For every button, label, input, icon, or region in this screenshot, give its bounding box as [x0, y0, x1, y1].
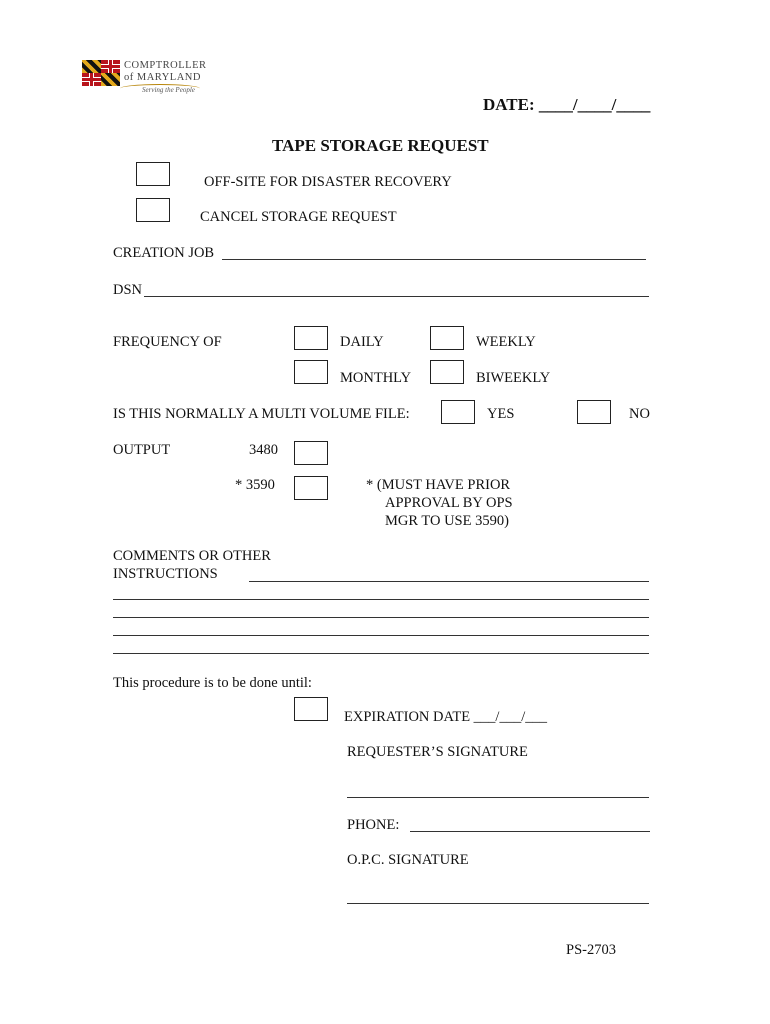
daily-checkbox[interactable]	[294, 326, 328, 350]
multi-volume-yes-checkbox[interactable]	[441, 400, 475, 424]
comments-line-5[interactable]	[113, 653, 649, 654]
approval-note-line3: MGR TO USE 3590)	[385, 513, 509, 529]
multi-volume-no-checkbox[interactable]	[577, 400, 611, 424]
output-3590-checkbox[interactable]	[294, 476, 328, 500]
approval-note-line1: * (MUST HAVE PRIOR	[366, 477, 511, 493]
offsite-label: OFF-SITE FOR DISASTER RECOVERY	[204, 174, 452, 190]
phone-field[interactable]	[410, 831, 650, 832]
requester-signature-line[interactable]	[347, 797, 649, 798]
form-title: TAPE STORAGE REQUEST	[272, 136, 489, 155]
dsn-label: DSN	[113, 282, 143, 298]
opc-signature-line[interactable]	[347, 903, 649, 904]
expiration-checkbox[interactable]	[294, 697, 328, 721]
output-3480-checkbox[interactable]	[294, 441, 328, 465]
maryland-flag-icon	[82, 60, 120, 86]
output-3480-label: 3480	[249, 442, 278, 458]
approval-note-line2: APPROVAL BY OPS	[385, 495, 513, 511]
yes-label: YES	[487, 406, 515, 422]
no-label: NO	[629, 406, 650, 422]
multi-volume-label: IS THIS NORMALLY A MULTI VOLUME FILE:	[113, 406, 410, 422]
comptroller-logo	[82, 58, 212, 100]
biweekly-label: BIWEEKLY	[476, 370, 551, 386]
creation-job-label: CREATION JOB	[113, 245, 215, 261]
cancel-checkbox[interactable]	[136, 198, 170, 222]
expiration-date-field[interactable]: EXPIRATION DATE ___/___/___	[344, 709, 547, 725]
dsn-field[interactable]	[144, 296, 649, 297]
comments-line-2[interactable]	[113, 599, 649, 600]
output-3590-label: * 3590	[235, 477, 275, 493]
form-number: PS-2703	[566, 942, 616, 958]
weekly-label: WEEKLY	[476, 334, 536, 350]
output-label: OUTPUT	[113, 442, 171, 458]
requester-signature-label: REQUESTER’S SIGNATURE	[347, 744, 528, 760]
weekly-checkbox[interactable]	[430, 326, 464, 350]
logo-text-comptroller: COMPTROLLER	[124, 60, 207, 71]
cancel-label: CANCEL STORAGE REQUEST	[200, 209, 397, 225]
procedure-label: This procedure is to be done until:	[113, 675, 312, 691]
monthly-label: MONTHLY	[340, 370, 412, 386]
comments-line-4[interactable]	[113, 635, 649, 636]
comments-label-line1: COMMENTS OR OTHER	[113, 548, 271, 564]
offsite-checkbox[interactable]	[136, 162, 170, 186]
comments-line-1[interactable]	[249, 581, 649, 582]
phone-label: PHONE:	[347, 817, 400, 833]
logo-tagline: Serving the People	[142, 86, 195, 94]
opc-signature-label: O.P.C. SIGNATURE	[347, 852, 469, 868]
date-field[interactable]: DATE: ____/____/____	[483, 95, 651, 114]
frequency-label: FREQUENCY OF	[113, 334, 222, 350]
comments-label-line2: INSTRUCTIONS	[113, 566, 218, 582]
creation-job-field[interactable]	[222, 259, 646, 260]
daily-label: DAILY	[340, 334, 384, 350]
monthly-checkbox[interactable]	[294, 360, 328, 384]
comments-line-3[interactable]	[113, 617, 649, 618]
logo-text-maryland: of MARYLAND	[124, 72, 201, 83]
biweekly-checkbox[interactable]	[430, 360, 464, 384]
